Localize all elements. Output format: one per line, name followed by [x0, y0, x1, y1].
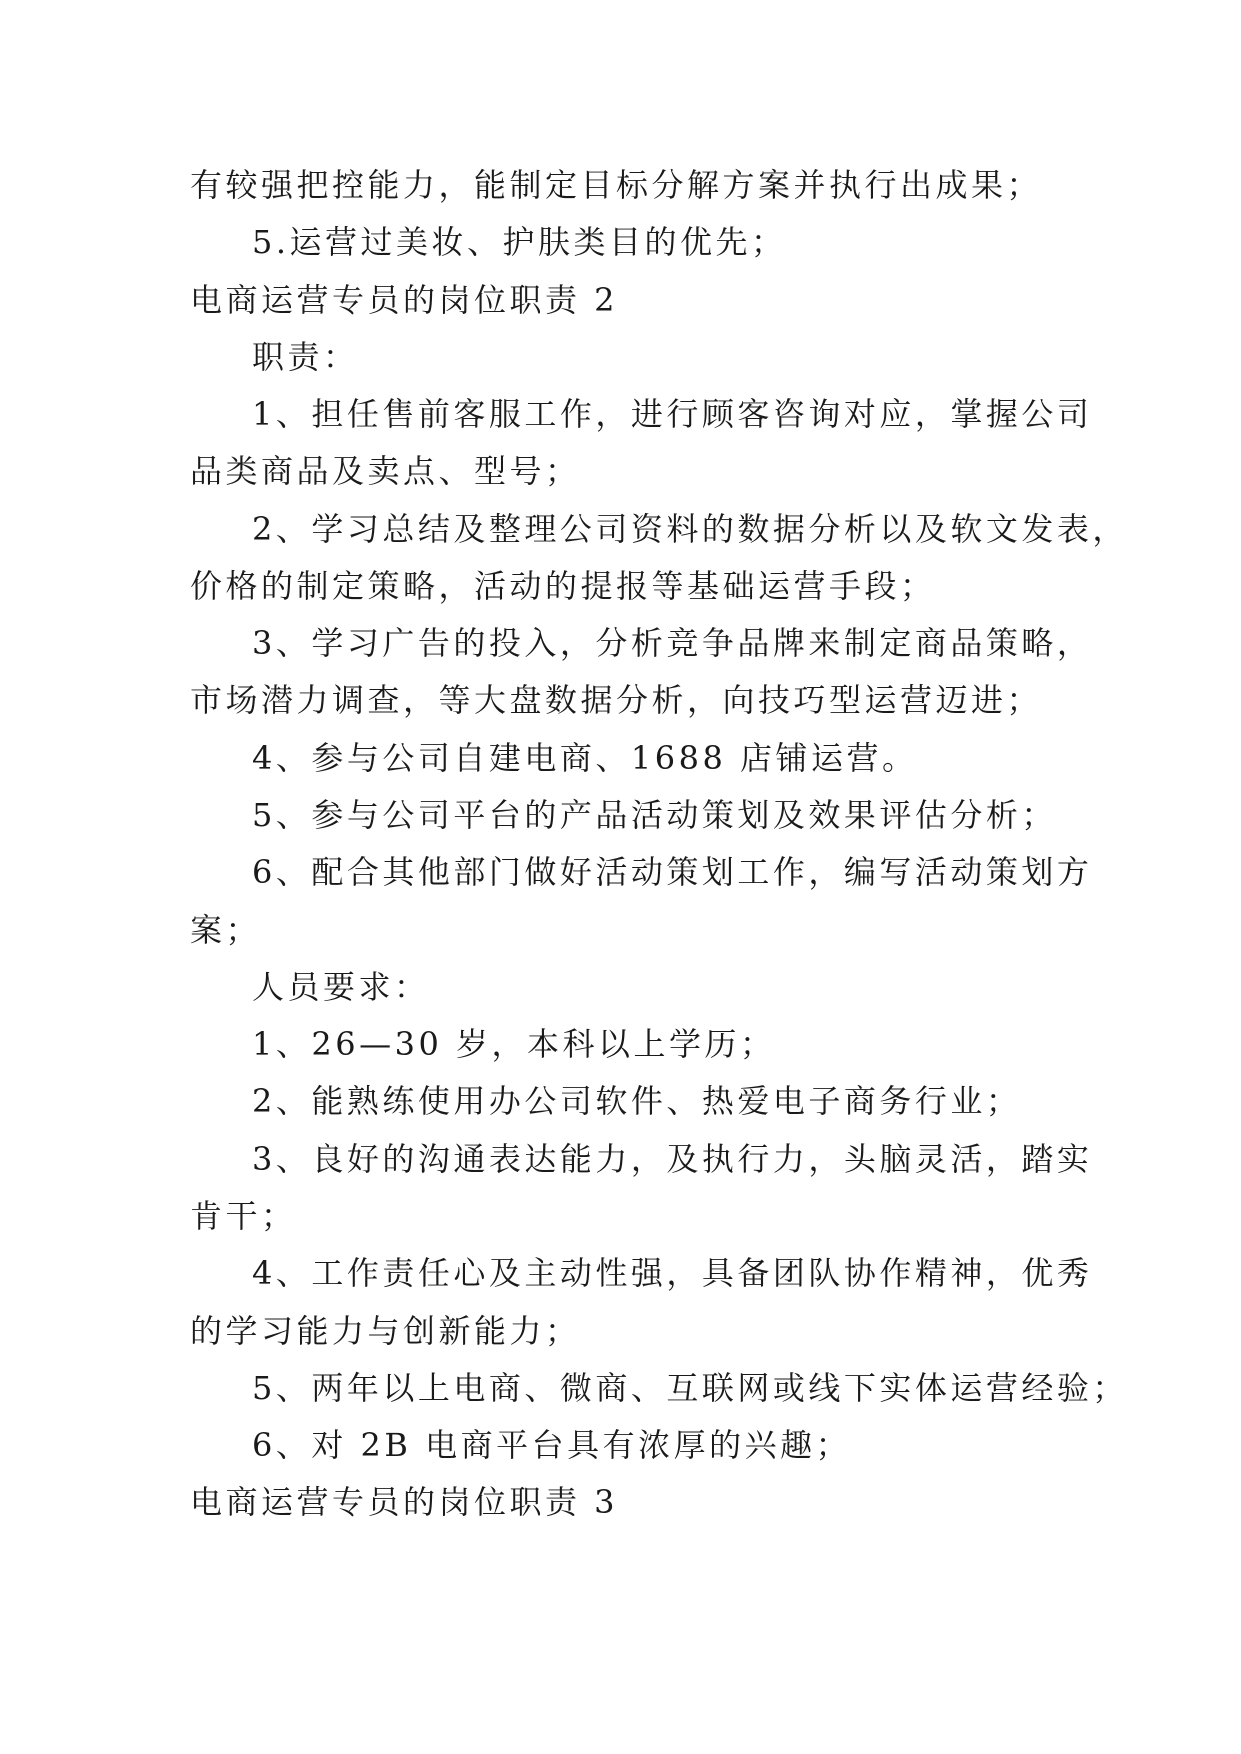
paragraph-line: 有较强把控能力，能制定目标分解方案并执行出成果；: [190, 166, 1043, 204]
list-item: 1、26—30 岁，本科以上学历；: [252, 1025, 776, 1063]
list-item: 3、学习广告的投入，分析竞争品牌来制定商品策略，: [252, 624, 1093, 662]
list-item-continuation: 品类商品及卖点、型号；: [190, 452, 581, 490]
section-heading: 电商运营专员的岗位职责 2: [190, 281, 619, 319]
section-heading: 电商运营专员的岗位职责 3: [190, 1483, 619, 1521]
list-item: 1、担任售前客服工作，进行顾客咨询对应，掌握公司: [252, 395, 1093, 433]
subheading: 人员要求：: [252, 968, 430, 1006]
list-item: 6、配合其他部门做好活动策划工作，编写活动策划方: [252, 853, 1093, 891]
list-item: 2、能熟练使用办公司软件、热爱电子商务行业；: [252, 1082, 1022, 1120]
list-item: 2、学习总结及整理公司资料的数据分析以及软文发表，: [252, 510, 1128, 548]
list-item: 5、参与公司平台的产品活动策划及效果评估分析；: [252, 796, 1057, 834]
list-item-continuation: 的学习能力与创新能力；: [190, 1312, 581, 1350]
list-item-continuation: 肯干；: [190, 1197, 297, 1235]
subheading: 职责：: [252, 338, 359, 376]
list-item-continuation: 案；: [190, 911, 262, 949]
list-item-continuation: 市场潜力调查，等大盘数据分析，向技巧型运营迈进；: [190, 681, 1043, 719]
list-item: 5、两年以上电商、微商、互联网或线下实体运营经验；: [252, 1369, 1128, 1407]
list-item-continuation: 价格的制定策略，活动的提报等基础运营手段；: [190, 567, 936, 605]
list-item: 5.运营过美妆、护肤类目的优先；: [252, 223, 787, 261]
list-item: 3、良好的沟通表达能力，及执行力，头脑灵活，踏实: [252, 1140, 1093, 1178]
list-item: 4、参与公司自建电商、1688 店铺运营。: [252, 739, 918, 777]
list-item: 6、对 2B 电商平台具有浓厚的兴趣；: [252, 1426, 852, 1464]
list-item: 4、工作责任心及主动性强，具备团队协作精神，优秀: [252, 1254, 1093, 1292]
